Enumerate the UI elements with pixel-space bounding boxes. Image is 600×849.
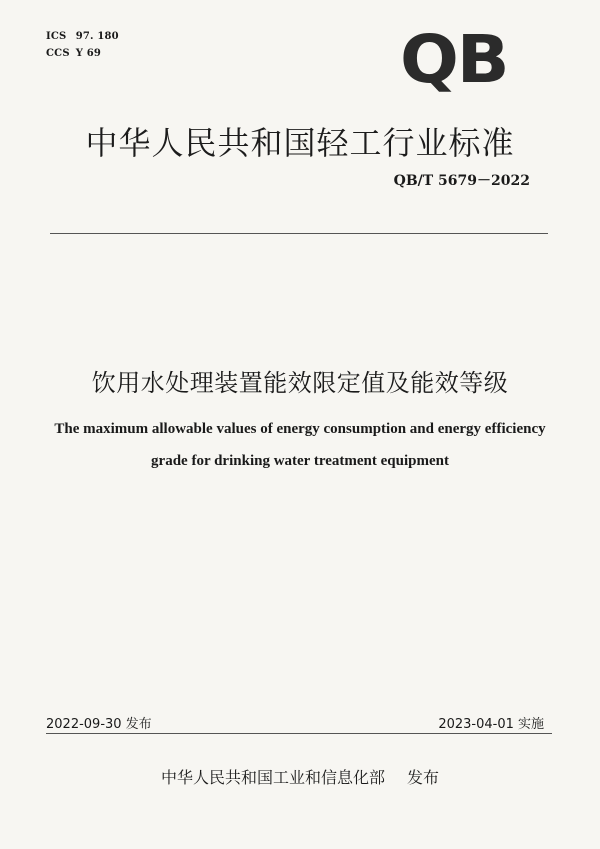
qb-logo: QB	[400, 21, 508, 98]
issuer-action: 发布	[407, 768, 440, 787]
ics-classification	[46, 31, 119, 42]
ics-label: ICS	[46, 31, 67, 42]
effective-date: 2023-04-01 实施	[438, 717, 544, 732]
issuer-name: 中华人民共和国工业和信息化部	[160, 768, 385, 787]
bottom-divider	[46, 733, 552, 734]
ics-value: 97. 180	[75, 31, 119, 42]
ccs-classification	[46, 48, 101, 59]
document-title-en-line1: The maximum allowable values of energy consumption and energy efficiency	[54, 421, 546, 437]
standard-category-title: 中华人民共和国轻工行业标准	[85, 124, 515, 162]
ccs-label: CCS	[46, 48, 70, 59]
ccs-value: Y 69	[75, 48, 102, 59]
document-title-zh: 饮用水处理装置能效限定值及能效等级	[91, 369, 509, 397]
document-title-en-line2: grade for drinking water treatment equipment	[151, 453, 449, 469]
top-divider	[50, 233, 548, 234]
issuer	[0, 765, 600, 788]
publish-date: 2022-09-30 发布	[46, 717, 152, 732]
standard-code: QB/T 5679－2022	[393, 173, 530, 189]
